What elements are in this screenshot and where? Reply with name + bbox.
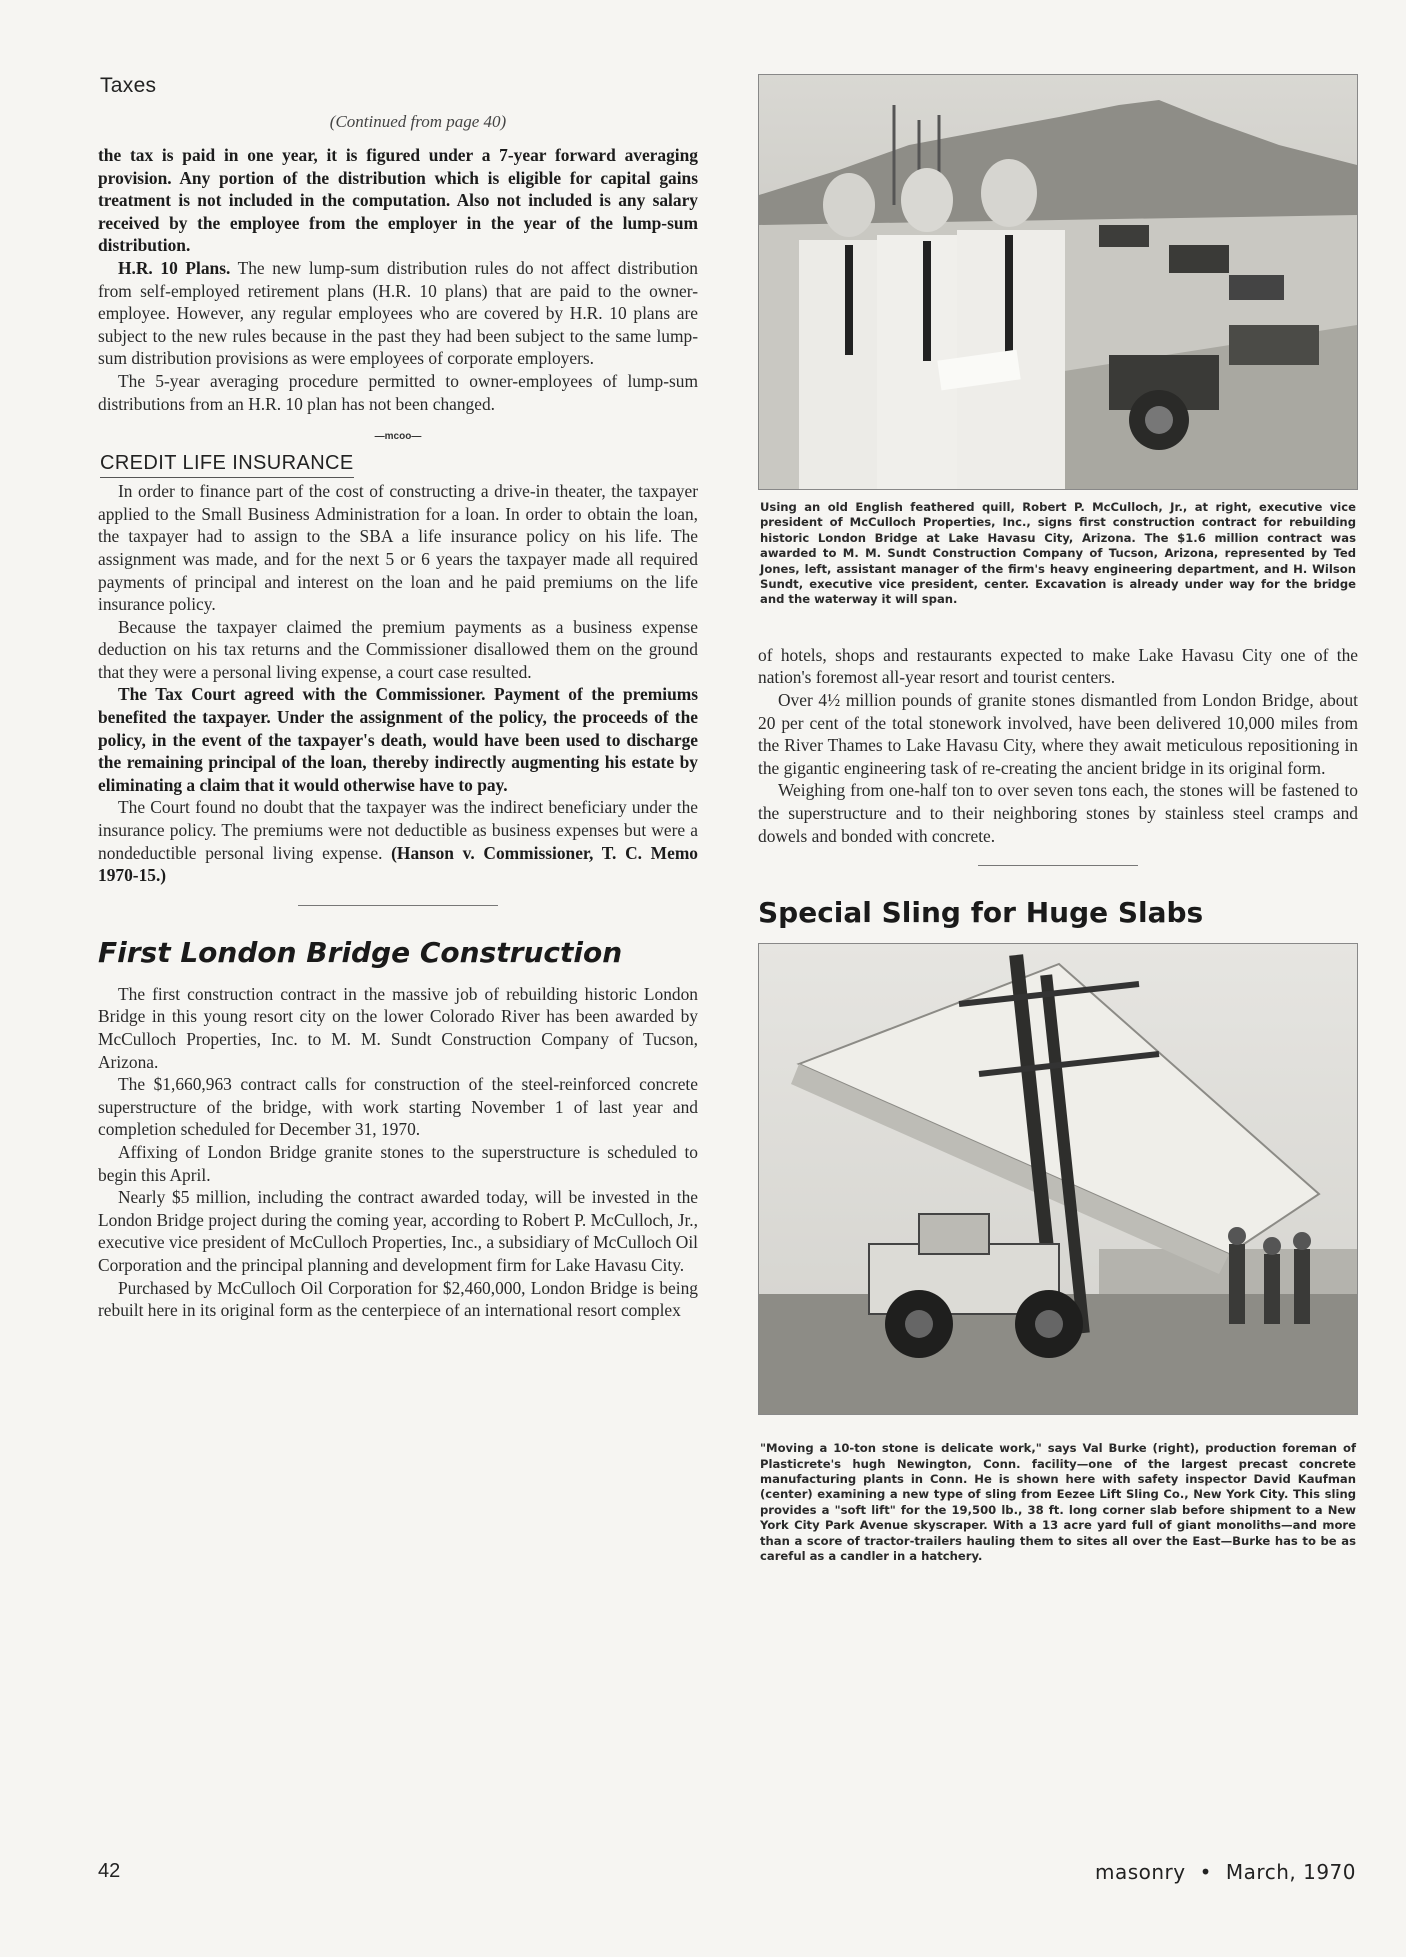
continued-note: (Continued from page 40) xyxy=(329,112,507,131)
page-number: 42 xyxy=(98,1860,121,1882)
credit-life-heading: CREDIT LIFE INSURANCE xyxy=(100,452,354,478)
paragraph: The $1,660,963 contract calls for construction of the steel-reinforced concrete superstructure of the bridge, with work starting November 1 of last year and completion scheduled for December 31, 1970. xyxy=(98,1074,698,1140)
paragraph-text: The new lump-sum distribution rules do not affect distribution from self-employed retirement plans (H.R. 10 plans) that are paid to the owner-employee. However, any regular employees who are covered by H.R. 10 plans are subject to the new rules because in the past they had been subject to the same lump-sum distribution provisions as were employees of corporate employers. xyxy=(98,257,698,369)
paragraph: Nearly $5 million, including the contract awarded today, will be invested in the London Bridge project during the coming year, according to Robert P. McCulloch, Jr., executive vice president of McCulloch Properties, Inc., a subsidiary of McCulloch Oil Corporation and the principal planning and development firm for Lake Havasu City. xyxy=(98,1187,698,1275)
left-column xyxy=(98,74,698,1322)
paragraph: Purchased by McCulloch Oil Corporation for $2,460,000, London Bridge is being rebuilt here in its original form as the centerpiece of an international resort complex xyxy=(98,1277,698,1321)
photo-caption: Using an old English feathered quill, Robert P. McCulloch, Jr., at right, executive vice president of McCulloch Properties, Inc., signs first construction contract for rebuilding historic London Bridge at Lake Havasu City, Arizona. The $1.6 million contract was awarded to M. M. Sundt Construction Company of Tucson, Arizona, represented by Ted Jones, left, assistant manager of the firm's heavy engineering department, and H. Wilson Sundt, executive vice president, center. Excavation is already under way for the bridge and the waterway it will span. xyxy=(760,500,1356,607)
paragraph xyxy=(98,796,698,886)
sling-photo xyxy=(758,943,1358,1415)
paragraph: The Tax Court agreed with the Commissioner. Payment of the premiums benefited the taxpayer. Under the assignment of the policy, the proceeds of the policy, in the event of the taxpayer's death, would have been used to discharge the remaining principal of the loan, thereby indirectly augmenting his estate by eliminating a claim that it would otherwise have to pay. xyxy=(98,684,698,795)
paragraph-lead: H.R. 10 Plans. xyxy=(118,257,231,278)
sling-headline: Special Sling for Huge Slabs xyxy=(758,896,1204,930)
photo-illustration xyxy=(759,75,1357,489)
paragraph: Weighing from one-half ton to over seven tons each, the stones will be fastened to the superstructure and to their neighboring stones by stainless steel cramps and dowels and bonded with concrete. xyxy=(758,780,1358,846)
section-label: Taxes xyxy=(100,74,157,97)
paragraph: of hotels, shops and restaurants expected to make Lake Havasu City one of the nation's foremost all-year resort and tourist centers. xyxy=(758,644,1358,688)
paragraph: Because the taxpayer claimed the premium payments as a business expense deduction on his tax returns and the Commissioner disallowed them on the ground that they were a personal living expense, a court case resulted. xyxy=(98,616,698,682)
paragraph-text: The Court found no doubt that the taxpayer was the indirect beneficiary under the insurance policy. The premiums were not deductible as business expenses but were a nondeductible personal living expense. xyxy=(98,797,698,863)
paragraph: the tax is paid in one year, it is figured under a 7-year forward averaging provision. Any portion of the distribution which is eligible for capital gains treatment is not included in the computation. Also not included is any salary received by the employee from the employer in the year of the lump-sum distribution. xyxy=(98,145,698,256)
section-divider: —mcoo— xyxy=(374,431,422,443)
paragraph: Over 4½ million pounds of granite stones dismantled from London Bridge, about 20 per cent of the total stonework involved, have been delivered 10,000 miles from the River Thames to Lake Havasu City, where they await meticulous repositioning in the gigantic engineering task of re-creating the ancient bridge in its original form. xyxy=(758,690,1358,778)
issue-date: March, 1970 xyxy=(1225,1860,1356,1884)
case-citation: (Hanson v. Commissioner, T. C. Memo 1970-15.) xyxy=(98,842,698,886)
paragraph: In order to finance part of the cost of constructing a drive-in theater, the taxpayer applied to the Small Business Administration for a loan. In order to obtain the loan, the taxpayer had to assign to the SBA a life insurance policy on his life. The assignment was made, and for the next 5 or 6 years the taxpayer made all required payments of principal and interest on the loan and he paid premiums on the life insurance policy. xyxy=(98,481,698,615)
magazine-name: masonry xyxy=(1094,1860,1186,1884)
paragraph xyxy=(98,257,698,370)
divider-rule xyxy=(978,865,1138,866)
divider-rule xyxy=(298,905,498,906)
paragraph: The 5-year averaging procedure permitted to owner-employees of lump-sum distributions from an H.R. 10 plan has not been changed. xyxy=(98,370,698,414)
contract-signing-photo xyxy=(758,74,1358,490)
bridge-headline: First London Bridge Construction xyxy=(98,935,623,969)
bullet-separator: • xyxy=(1199,1860,1212,1884)
magazine-footer xyxy=(1095,1860,1356,1884)
right-column xyxy=(758,74,1358,1564)
photo-illustration xyxy=(759,944,1357,1414)
paragraph: The first construction contract in the massive job of rebuilding historic London Bridge in this young resort city on the lower Colorado River has been awarded by McCulloch Properties, Inc. to M. M. Sundt Construction Company of Tucson, Arizona. xyxy=(98,983,698,1072)
paragraph: Affixing of London Bridge granite stones to the superstructure is scheduled to begin this April. xyxy=(98,1141,698,1185)
photo-caption: "Moving a 10-ton stone is delicate work," says Val Burke (right), production foreman of Plasticrete's hugh Newington, Conn. facility—one of the largest precast concrete manufacturing plants in Conn. He is shown here with safety inspector David Kaufman (center) examining a new type of sling from Eezee Lift Sling Co., New York City. This sling provides a "soft lift" for the 19,500 lb., 38 ft. long corner slab before shipment to a New York City Park Avenue skyscraper. With a 13 acre yard full of giant monoliths—and more than a score of tractor-trailers hauling them to sites all over the East—Burke has to be as careful as a candler in a hatchery. xyxy=(760,1441,1356,1564)
